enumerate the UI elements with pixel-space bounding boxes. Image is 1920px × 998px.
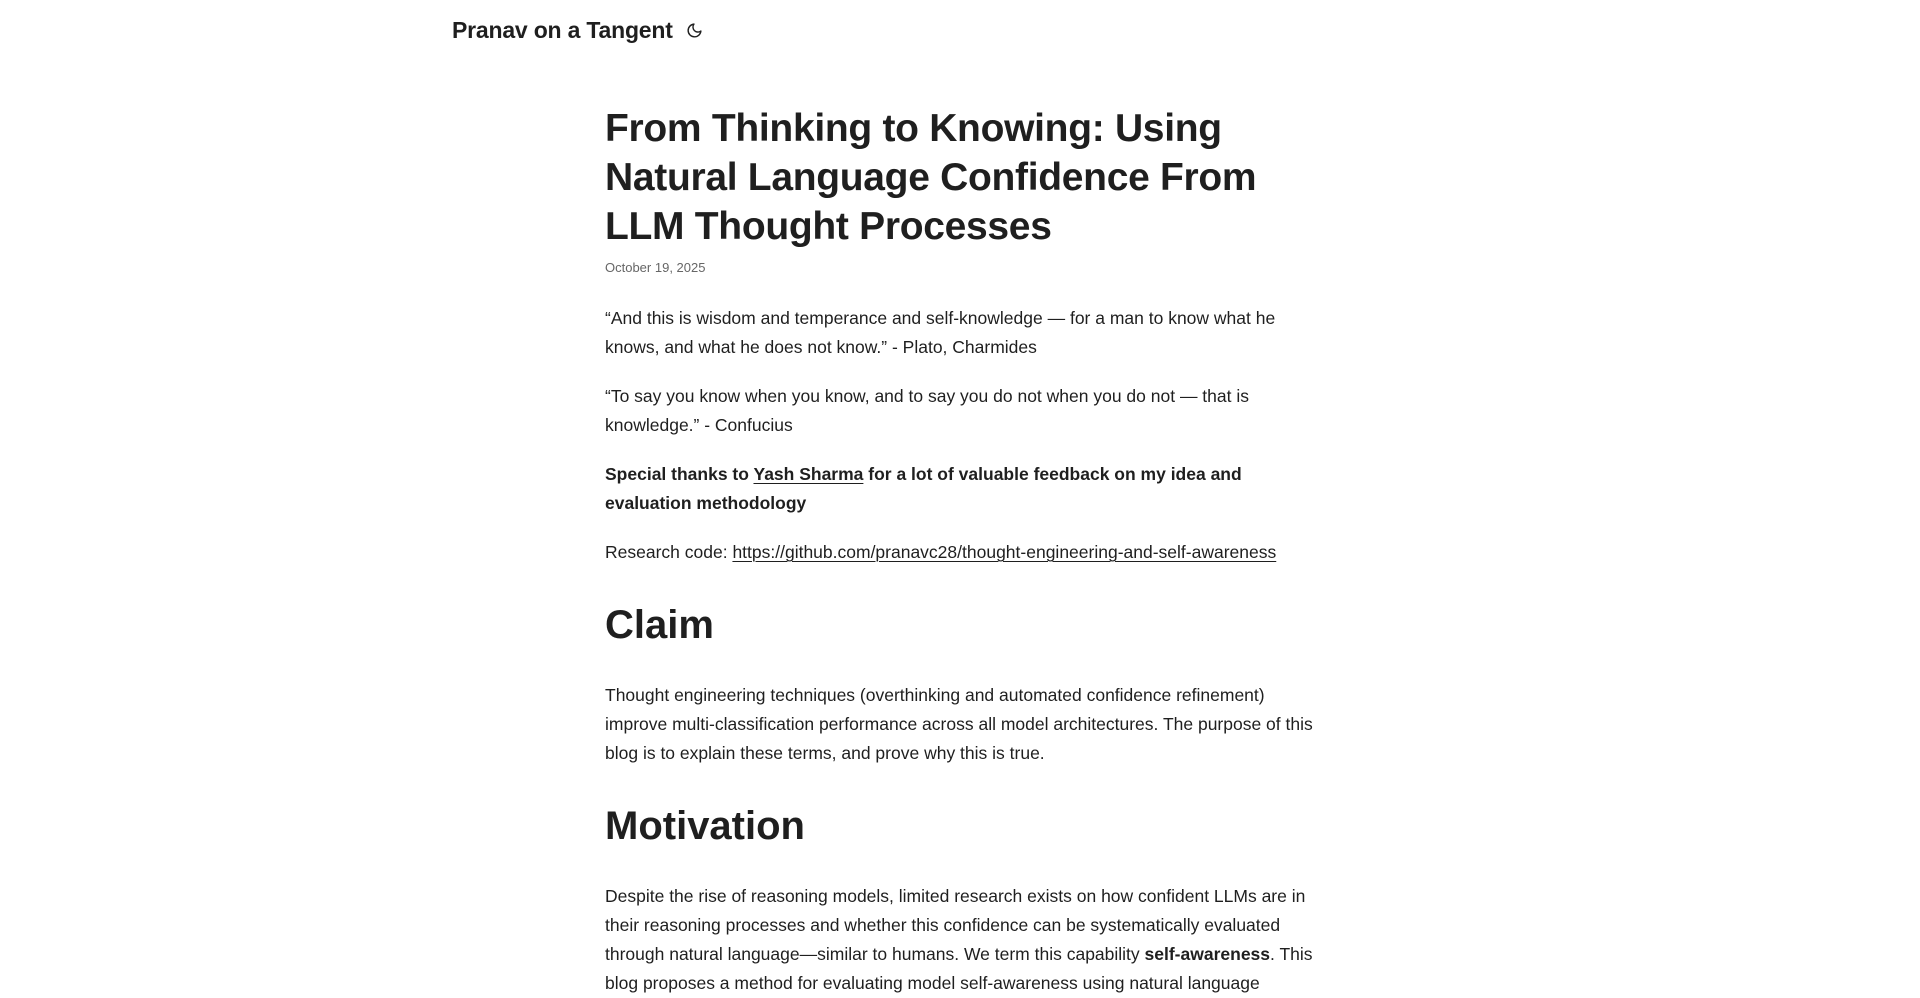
motivation-text-1: Despite the rise of reasoning models, limited research exists on how confident LLMs are in their reasoning processes and whether this confidence can be systematically evaluated through natural language—similar to humans. We term this capability — [605, 886, 1306, 964]
moon-icon[interactable] — [685, 20, 705, 40]
site-title-link[interactable]: Pranav on a Tangent — [452, 16, 673, 43]
research-label: Research code: — [605, 542, 733, 562]
claim-heading: Claim — [605, 603, 714, 647]
motivation-heading: Motivation — [605, 804, 805, 848]
post-title: From Thinking to Knowing: Using Natural Language Confidence From LLM Thought Processes — [605, 107, 1257, 248]
quote-plato: “And this is wisdom and temperance and self-knowledge — for a man to know what he knows, and what he does not know.” - Plato, Charmides — [605, 308, 1276, 357]
thanks-suffix: for a lot of valuable feedback on my idea and evaluation methodology — [605, 464, 1242, 513]
claim-body: Thought engineering techniques (overthinking and automated confidence refinement) improve multi-classification performance across all model architectures. The purpose of this blog is to explain these terms, and prove why this is true. — [605, 685, 1313, 763]
self-awareness-term: self-awareness — [1144, 944, 1271, 964]
motivation-text-2: . — [1270, 944, 1275, 964]
motivation-text-3: This blog proposes a method for evaluating model self-awareness using natural language — [605, 944, 1313, 993]
site-header — [452, 12, 705, 48]
quote-confucius: “To say you know when you know, and to say you do not when you do not — that is knowledge.” - Confucius — [605, 386, 1249, 435]
acknowledgement — [605, 460, 1330, 518]
yash-sharma-link[interactable]: Yash Sharma — [753, 464, 864, 484]
motivation-body — [605, 882, 1330, 998]
research-code-link[interactable]: https://github.com/pranavc28/thought-engineering-and-self-awareness — [732, 542, 1277, 562]
post-date: October 19, 2025 — [605, 260, 706, 275]
research-code — [605, 538, 1330, 567]
thanks-prefix: Special thanks to — [605, 464, 754, 484]
article — [605, 104, 1330, 998]
